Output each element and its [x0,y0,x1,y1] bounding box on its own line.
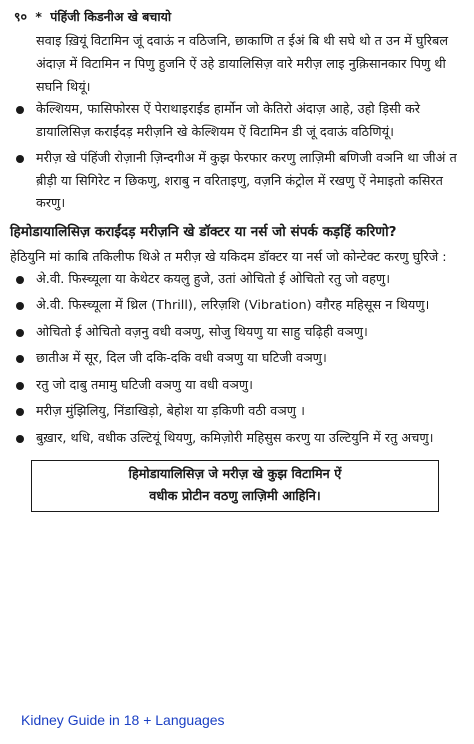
bullet-icon [16,276,24,284]
bullet-icon [16,106,24,114]
list-item-text: छातीअ में सूर, दिल जी दकि-दकि वधी वञणु या घटिजी वञणु। [36,351,327,366]
footer-link[interactable]: Kidney Guide in 18 + Languages [21,712,225,728]
section-intro: हेठियुनि मां काबि तकिलीफ थिअे त मरीज़ खे यकिदम डॉक्टर या नर्स जो कोन्टेक्ट करणु घुरिजे : [10,249,447,265]
list-item [10,269,460,292]
note-line: वधीक प्रोटीन वठणु लाज़िमी आहिनि। [149,489,321,504]
list-item-text: बुख़ार, थधि, वधीक उल्टियूं थियणु, कमिज़ोरी महिसुस करणु या उल्टियुनि में रतु अचणु। [36,430,434,446]
bullet-icon [16,382,24,390]
list-item [10,401,460,424]
intro-paragraph: सवाइ ख़ियूं विटामिन जूं दवाऊं न वठिजनि, छाकाणि त ईअं बि थी सघे थो त उन में घुरिबल अंदाज़ में विटामिन न पिणु हुजनि ऐं उहे डायालिसिज़ वारे मरीज़ लाइ नुक़िसानकार पिणु थी सघनि थियूं। [36,34,449,95]
list-item [10,322,460,345]
bullet-icon [16,408,24,416]
page-header [14,8,171,25]
list-item [10,99,460,144]
list-item-text: रतु जो दाबु तमामु घटिजी वञणु या वधी वञणु। [36,377,253,393]
list-item [10,148,460,216]
list-item [10,295,460,318]
list-item-text: मरीज़ खे पंहिंजी रोज़ानी ज़िन्दगीअ में कुझ फेरफार करणु लाज़िमी बणिजी वञनि था जीअं त ब़ीड़ी या सिगिरेट न छिकणु, शराबु न वरिताइणु, वज़नि कंट्रोल में रखणु ऐं नेमाइतो कसिरत करणु। [36,151,457,211]
list-item [10,375,460,398]
bullet-icon [16,355,24,363]
chapter-title: पंहिंजी किडनीअ खे बचायो [50,9,172,24]
section-heading: हिमोडायालिसिज़ कराईंदड़ मरीज़नि खे डॉक्टर या नर्स जो संपर्क कड़हिं करिणो? [10,223,397,240]
bullet-list-2 [10,269,460,451]
bullet-icon [16,302,24,310]
list-item-text: ओचितो ई ओचितो वज़नु वधी वञणु, सोजु थियणु या साहु चढ़िही वञणु। [36,324,368,340]
note-box [31,460,439,512]
page-number: ९० [14,9,28,24]
list-item-text: मरीज़ मुंझिलियु, निंडाखिड़ो, बेहोश या ड़किणी वठी वञणु । [36,404,305,419]
header-star: * [35,9,42,24]
list-item [10,428,460,451]
bullet-list-1 [10,99,460,216]
list-item [10,348,460,371]
bullet-icon [16,329,24,337]
list-item-text: केल्शियम, फासिफोरस ऐं पेराथाइराईड हार्मोन जो केतिरो अंदाज़ आहे, उहो ड़िसी करे डायालिसिज़ कराईंदड़ मरीज़नि खे केल्शियम ऐं विटामिन डी जूं दवाऊं वठिणियूं। [36,102,421,140]
bullet-icon [16,155,24,163]
list-item-text: अे.वी. फिस्च्यूला या केथेटर कयलु हुजे, उतां ओचितो ई ओचितो रतु जो वहणु। [36,271,391,287]
list-item-text: अे.वी. फिस्च्यूला में थ्रिल (Thrill), लरिज़शि (Vibration) वग़ैरह महिसूस न थियणु। [36,298,430,313]
note-line: हिमोडायालिसिज़ जे मरीज़ खे कुझ विटामिन ऐं [128,467,342,482]
page-content [10,30,460,512]
bullet-icon [16,435,24,443]
